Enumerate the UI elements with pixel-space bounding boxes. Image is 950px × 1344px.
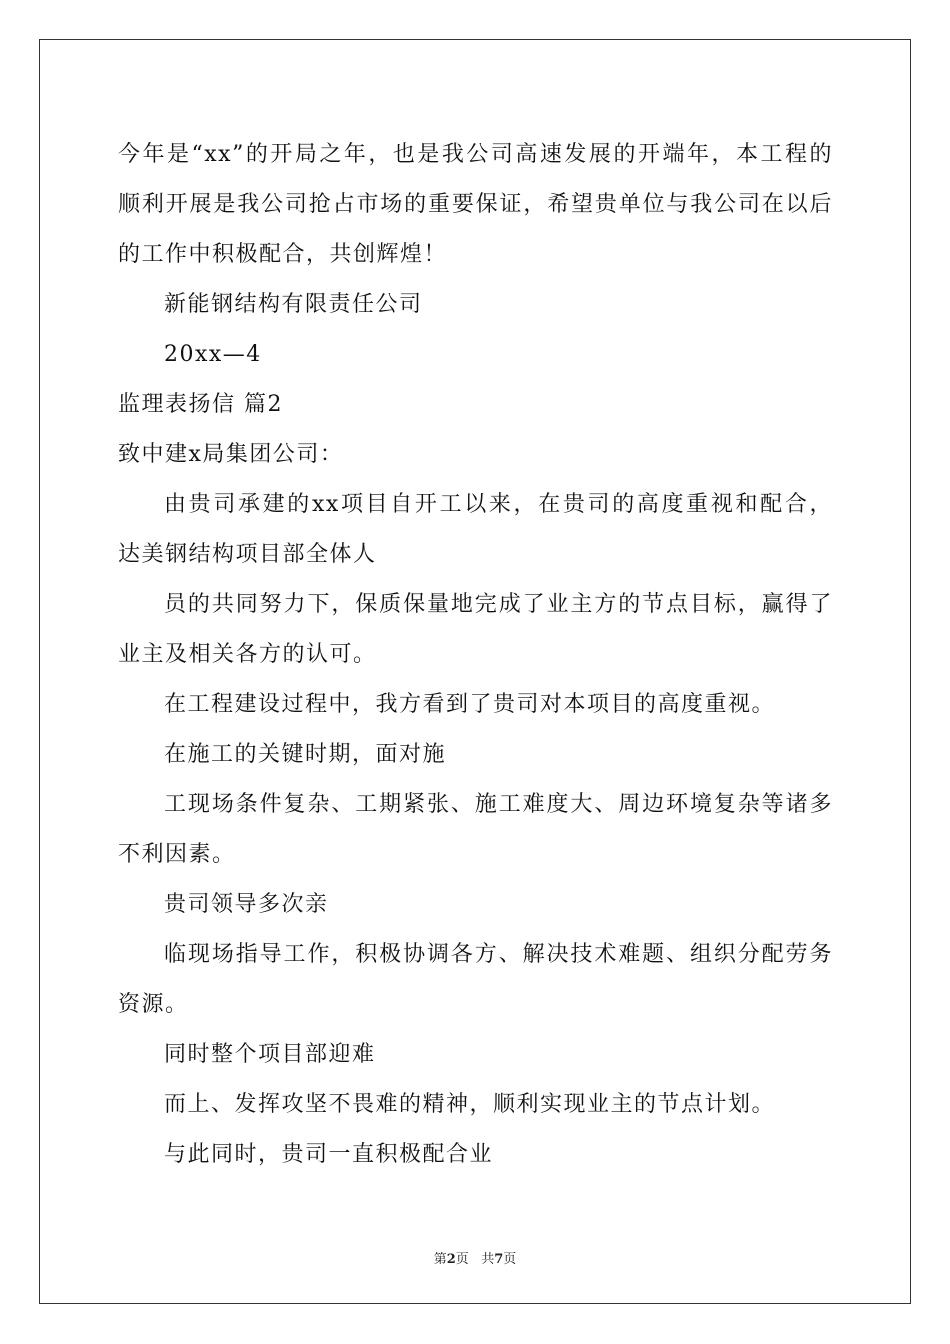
- paragraph-line: 今年是“xx”的开局之年，也是我公司高速发展的开端年，本工程的: [118, 142, 833, 167]
- paragraph-line: 的工作中积极配合，共创辉煌！: [118, 242, 448, 267]
- paragraph-line: 顺利开展是我公司抢占市场的重要保证，希望贵单位与我公司在以后: [118, 192, 833, 217]
- paragraph-line: 工现场条件复杂、工期紧张、施工难度大、周边环境复杂等诸多: [164, 792, 833, 817]
- paragraph-line: 而上、发挥攻坚不畏难的精神，顺利实现业主的节点计划。: [164, 1092, 776, 1117]
- total-prefix: 共: [481, 1252, 495, 1267]
- page-footer: [0, 1248, 950, 1267]
- salutation: 致中建x局集团公司：: [118, 442, 344, 467]
- paragraph-line: 在工程建设过程中，我方看到了贵司对本项目的高度重视。: [164, 692, 776, 717]
- paragraph-line: 在施工的关键时期，面对施: [164, 742, 447, 767]
- total-suffix: 页: [503, 1252, 517, 1267]
- paragraph-line: 同时整个项目部迎难: [164, 1042, 376, 1067]
- paragraph-line: 不利因素。: [118, 842, 236, 867]
- signature-date: 20xx—4: [164, 342, 262, 367]
- paragraph-line: 业主及相关各方的认可。: [118, 642, 377, 667]
- paragraph-line: 贵司领导多次亲: [164, 892, 329, 917]
- page-suffix: 页: [455, 1252, 469, 1267]
- paragraph-line: 资源。: [118, 992, 189, 1017]
- paragraph-line: 达美钢结构项目部全体人: [118, 542, 377, 567]
- page-prefix: 第: [433, 1252, 447, 1267]
- paragraph-line: 临现场指导工作，积极协调各方、解决技术难题、组织分配劳务: [164, 942, 833, 967]
- total-pages: 7: [494, 1252, 504, 1267]
- paragraph-line: 员的共同努力下，保质保量地完成了业主方的节点目标，赢得了: [164, 592, 833, 617]
- document-body: [118, 130, 833, 1180]
- paragraph-line: 与此同时，贵司一直积极配合业: [164, 1142, 494, 1167]
- page-number: 2: [446, 1252, 456, 1267]
- section-title: 监理表扬信 篇2: [118, 392, 283, 417]
- paragraph-line: 由贵司承建的xx项目自开工以来，在贵司的高度重视和配合，: [164, 492, 833, 517]
- signature-company: 新能钢结构有限责任公司: [164, 292, 423, 317]
